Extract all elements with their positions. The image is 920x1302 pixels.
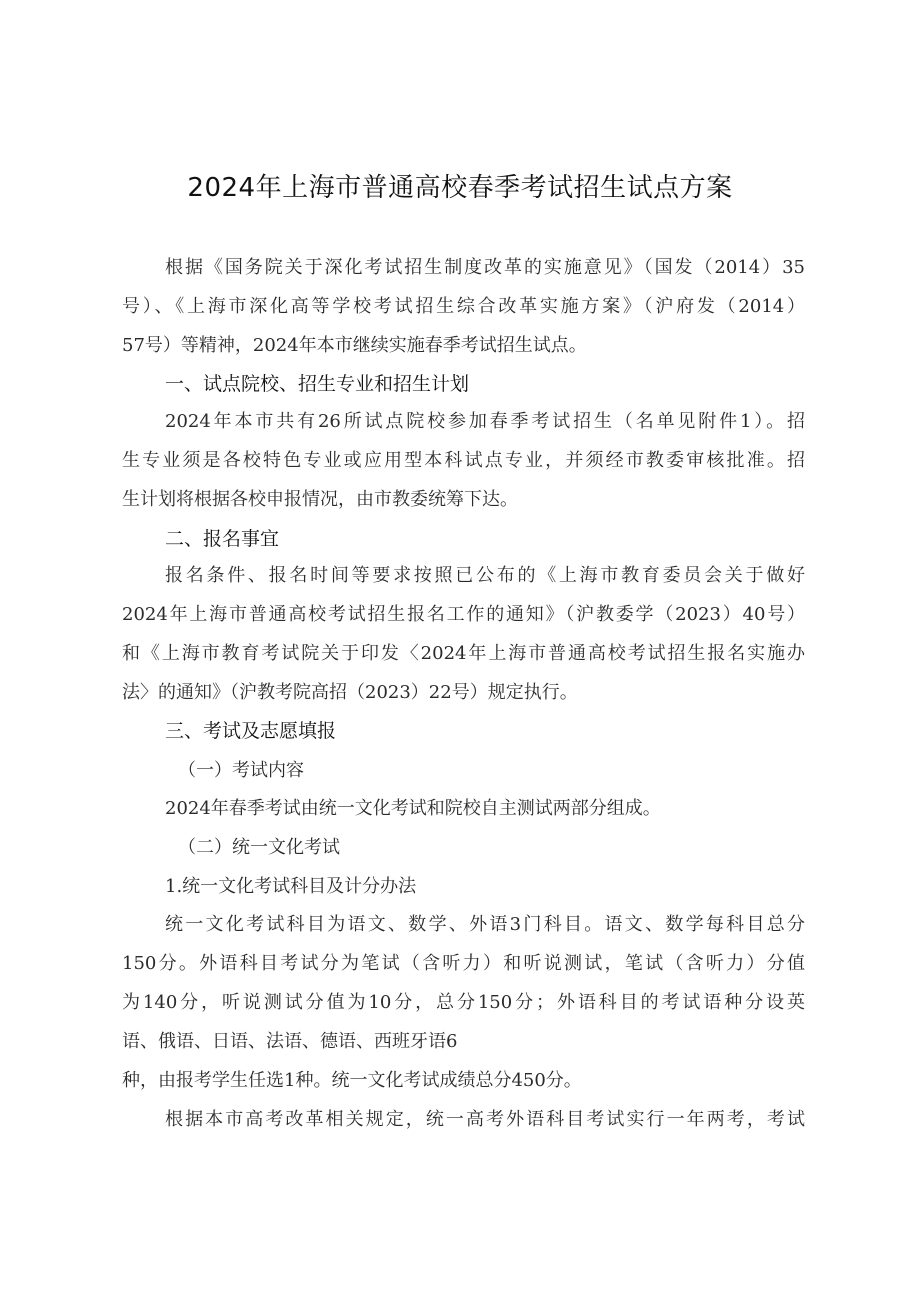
section-1-line-2: 生专业须是各校特色专业或应用型本科试点专业，并须经市教委审核批准。招 [122, 450, 805, 471]
section-3-sub-2-heading: （二）统一文化考试 [178, 837, 340, 858]
intro-line-1: 根据《国务院关于深化考试招生制度改革的实施意见》（国发（2014）35 [165, 257, 805, 278]
section-3-continuation-line: 根据本市高考改革相关规定，统一高考外语科目考试实行一年两考，考试 [165, 1109, 805, 1130]
section-3-sub-1-text: 2024年春季考试由统一文化考试和院校自主测试两部分组成。 [165, 798, 661, 819]
section-3-item-1-line-1: 统一文化考试科目为语文、数学、外语3门科目。语文、数学每科目总分 [165, 914, 805, 935]
section-1-line-1: 2024年本市共有26所试点院校参加春季考试招生（名单见附件1）。招 [165, 411, 805, 432]
section-2-line-4: 法〉的通知》（沪教考院高招（2023）22号）规定执行。 [122, 682, 578, 703]
section-2-line-1: 报名条件、报名时间等要求按照已公布的《上海市教育委员会关于做好 [165, 565, 805, 586]
intro-line-3: 57号）等精神，2024年本市继续实施春季考试招生试点。 [122, 335, 587, 356]
section-1-heading: 一、试点院校、招生专业和招生计划 [165, 373, 470, 395]
section-3-item-1-line-2: 150分。外语科目考试分为笔试（含听力）和听说测试，笔试（含听力）分值 [122, 953, 805, 974]
section-2-heading: 二、报名事宜 [165, 528, 280, 550]
section-2-line-2: 2024年上海市普通高校考试招生报名工作的通知》（沪教委学（2023）40号） [122, 604, 805, 625]
section-2-line-3: 和《上海市教育考试院关于印发〈2024年上海市普通高校考试招生报名实施办 [122, 643, 805, 664]
document-title: 2024年上海市普通高校春季考试招生试点方案 [187, 173, 733, 203]
section-3-heading: 三、考试及志愿填报 [165, 720, 337, 742]
section-3-item-1-heading: 1.统一文化考试科目及计分办法 [165, 876, 417, 897]
section-3-item-1-line-5: 种，由报考学生任选1种。统一文化考试成绩总分450分。 [122, 1070, 582, 1091]
section-1-line-3: 生计划将根据各校申报情况，由市教委统筹下达。 [122, 489, 518, 510]
intro-line-2: 号）、《上海市深化高等学校考试招生综合改革实施方案》（沪府发（2014） [122, 296, 805, 317]
section-3-item-1-line-4: 语、俄语、日语、法语、德语、西班牙语6 [122, 1031, 458, 1052]
section-3-sub-1-heading: （一）考试内容 [178, 760, 304, 781]
section-3-item-1-line-3: 为140分，听说测试分值为10分，总分150分；外语科目的考试语种分设英 [122, 992, 805, 1013]
